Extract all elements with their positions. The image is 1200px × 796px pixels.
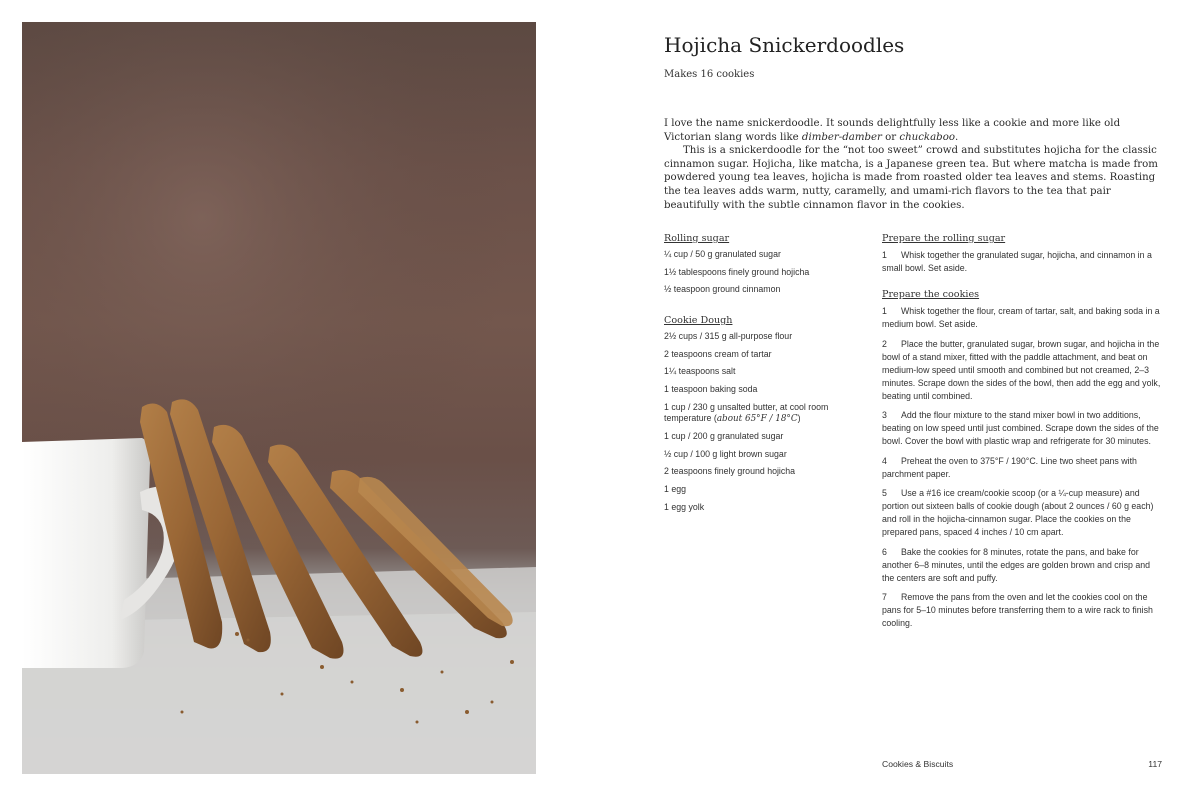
ingredient-item-butter — [664, 402, 864, 425]
mug-body — [22, 438, 150, 668]
step-number: 7 — [882, 592, 887, 602]
ingredient-group-rolling-sugar — [664, 233, 864, 295]
step-number: 5 — [882, 488, 887, 498]
recipe-yield: Makes 16 cookies — [664, 69, 755, 80]
ingredient-item: 2 teaspoons finely ground hojicha — [664, 466, 796, 477]
method-step — [882, 591, 1164, 630]
method-step — [882, 249, 1164, 275]
method-step — [882, 338, 1164, 403]
ingredients-column — [664, 233, 864, 519]
page-number: 117 — [1148, 759, 1162, 769]
ingredient-item: ½ cup / 100 g light brown sugar — [664, 448, 787, 459]
intro-emphasis: chuckaboo — [899, 131, 955, 143]
ingredient-item: 2½ cups / 315 g all-purpose flour — [664, 331, 793, 342]
ingredient-heading: Rolling sugar — [664, 233, 730, 244]
step-number: 2 — [882, 338, 887, 349]
method-step — [882, 455, 1164, 481]
ingredient-item: 1 teaspoon baking soda — [664, 383, 758, 394]
step-number: 1 — [882, 250, 887, 260]
ingredient-text: ) — [797, 412, 801, 423]
step-text: Place the butter, granulated sugar, brown sugar, and hojicha in the bowl of a stand mixer, fitted with the paddle attachment, and beat on medium-low speed until smooth and combined but not creamed, 2–3 minutes. Scrape down the sides of the bowl, then add the egg and yolk, beating until combined. — [882, 338, 1161, 401]
ingredient-item: ¼ cup / 50 g granulated sugar — [664, 249, 781, 259]
step-text: Whisk together the flour, cream of tartar, salt, and baking soda in a medium bowl. Set aside. — [882, 306, 1160, 329]
method-group-cookies — [882, 289, 1164, 630]
method-step — [882, 487, 1164, 539]
intro-text: or — [881, 131, 900, 143]
ingredient-item: 1½ tablespoons finely ground hojicha — [664, 266, 810, 277]
ingredient-item: 2 teaspoons cream of tartar — [664, 348, 772, 359]
step-number: 4 — [882, 455, 887, 466]
recipe-intro — [664, 117, 1162, 212]
intro-text: . — [954, 131, 959, 143]
ingredient-item: 1 cup / 200 g granulated sugar — [664, 431, 784, 442]
ingredient-group-cookie-dough — [664, 315, 864, 512]
ingredient-emphasis: about 65°F / 18°C — [716, 413, 798, 424]
step-text: Preheat the oven to 375°F / 190°C. Line two sheet pans with parchment paper. — [882, 455, 1137, 479]
food-photo — [22, 22, 536, 774]
step-text: Bake the cookies for 8 minutes, rotate the pans, and bake for another 6–8 minutes, until the edges are golden brown and crisp and the centers are soft and puffy. — [882, 546, 1150, 583]
method-step — [882, 409, 1164, 448]
step-number: 3 — [882, 410, 887, 420]
ingredient-heading: Cookie Dough — [664, 315, 733, 327]
ingredient-item: ½ teaspoon ground cinnamon — [664, 284, 781, 295]
method-heading: Prepare the cookies — [882, 289, 980, 300]
cookies-and-mug-illustration — [22, 22, 536, 774]
method-group-rolling-sugar — [882, 233, 1164, 275]
step-number: 1 — [882, 306, 887, 316]
intro-paragraph-2: This is a snickerdoodle for the “not too sweet” crowd and substitutes hojicha for the classic cinnamon sugar. Hojicha, like matcha, is a Japanese green tea. But where matcha is made from powdered young tea leaves, hojicha is made from roasted older tea leaves and stems. Roasting the tea leaves adds warm, nutty, caramelly, and umami-rich flavors to the tea that pair beautifully with the subtle cinnamon flavor in the cookies. — [664, 145, 1158, 211]
step-text: Remove the pans from the oven and let the cookies cool on the pans for 5–10 minutes before transferring them to a wire rack to finish cooling. — [882, 592, 1153, 628]
ingredient-text: 1 cup / 230 g unsalted butter, at cool room temperature ( — [664, 401, 829, 423]
intro-paragraph-1 — [664, 117, 1162, 144]
step-number: 6 — [882, 546, 887, 557]
ingredient-item: 1 egg yolk — [664, 501, 705, 512]
step-text: Whisk together the granulated sugar, hojicha, and cinnamon in a small bowl. Set aside. — [882, 250, 1152, 273]
intro-emphasis: dimber-damber — [801, 131, 882, 143]
intro-text: I love the name snickerdoodle. It sounds delightfully less like a cookie and more like old Victorian slang words like — [664, 118, 1121, 143]
ingredient-item: 1¼ teaspoons salt — [664, 366, 736, 377]
method-step — [882, 546, 1164, 585]
ingredient-item: 1 egg — [664, 483, 687, 494]
step-text: Add the flour mixture to the stand mixer bowl in two additions, beating on low speed until just combined. Scrape down the sides of the bowl. Cover the bowl with plastic wrap and refrigerate for 30 minutes. — [882, 410, 1159, 446]
method-step — [882, 305, 1164, 331]
method-heading: Prepare the rolling sugar — [882, 233, 1006, 244]
method-column — [882, 233, 1164, 637]
step-text: Use a #16 ice cream/cookie scoop (or a ¼-cup measure) and portion out sixteen balls of cookie dough (about 2 ounces / 60 g each) and roll in the hojicha-cinnamon sugar. Place the cookies on the prepared pans, spaced 4 inches / 10 cm apart. — [882, 488, 1154, 537]
recipe-title: Hojicha Snickerdoodles — [664, 33, 905, 57]
footer-section-name: Cookies & Biscuits — [882, 759, 954, 769]
